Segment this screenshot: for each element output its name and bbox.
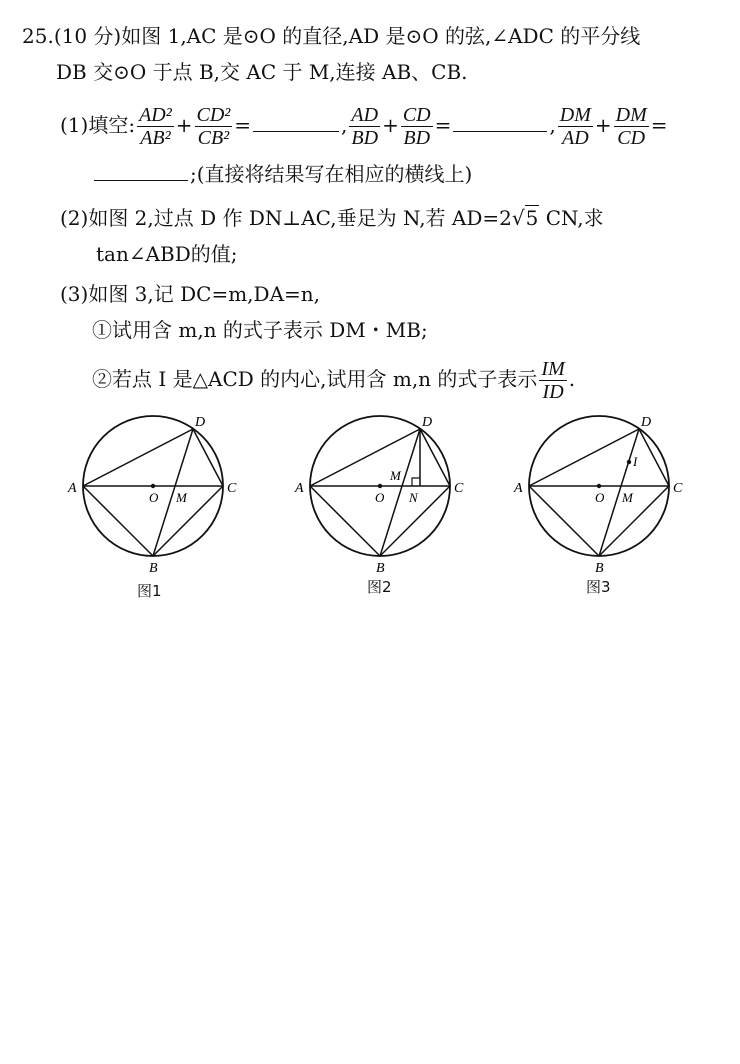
part2-text-a: (2)如图 2,过点 D 作 DN⊥AC,垂足为 N,若 AD=2 [60, 206, 512, 230]
figure-3 [506, 410, 706, 580]
center-point [378, 484, 382, 488]
label-d: D [641, 415, 652, 430]
part3-line-1: (3)如图 3,记 DC=m,DA=n, [60, 282, 321, 306]
part1-line [60, 104, 668, 149]
segment-dc [193, 429, 223, 486]
equals-sign: = [434, 113, 452, 137]
frac-numerator: AD² [139, 104, 172, 126]
label-a: A [514, 481, 523, 496]
frac-numerator: DM [615, 104, 647, 126]
part2-text-b: CN,求 [545, 206, 604, 230]
label-b: B [149, 561, 158, 576]
figure-1-caption: 图1 [137, 582, 162, 600]
answer-blank-3[interactable] [94, 162, 188, 181]
part1-label: (1)填空: [60, 113, 136, 137]
frac-denominator: CD [617, 127, 646, 149]
answer-blank-2[interactable] [453, 113, 547, 132]
label-c: C [454, 481, 464, 496]
plus-sign: + [382, 113, 399, 137]
segment-ad [529, 429, 639, 486]
part3-sub-1: ①试用含 m,n 的式子表示 DM・MB; [92, 318, 428, 342]
frac-numerator: DM [559, 104, 591, 126]
segment-dc [639, 429, 669, 486]
frac-denominator: CB² [197, 127, 230, 149]
segment-ad [310, 429, 420, 486]
label-b: B [376, 561, 385, 576]
segment-ab [529, 486, 599, 556]
figure-1 [60, 410, 260, 580]
sqrt-symbol: √5 [511, 206, 539, 230]
plus-sign: + [594, 113, 612, 137]
part1-line-2 [92, 160, 472, 188]
answer-blank-1[interactable] [253, 113, 339, 132]
figure-3-caption: 图3 [586, 578, 611, 596]
frac-numerator: IM [541, 358, 565, 380]
part1-fraction-4 [401, 104, 433, 149]
label-d: D [422, 415, 433, 430]
stem-text-1: 如图 1,AC 是⊙O 的直径,AD 是⊙O 的弦,∠ADC 的平分线 [121, 24, 641, 48]
problem-number: 25. [22, 24, 54, 48]
label-o: O [595, 490, 605, 505]
frac-numerator: CD [402, 104, 431, 126]
problem-stem-line-1 [22, 22, 640, 50]
label-n: N [409, 490, 418, 505]
part1-fraction-6 [614, 104, 649, 149]
part2-line-2: tan∠ABD的值; [96, 242, 238, 266]
segment-dc [420, 429, 450, 486]
right-angle-mark [412, 478, 420, 486]
label-o: O [149, 490, 159, 505]
label-m: M [622, 490, 633, 505]
incenter-point [627, 460, 631, 464]
frac-denominator: AB² [140, 127, 171, 149]
segment-ab [83, 486, 153, 556]
label-b: B [595, 561, 604, 576]
frac-denominator: BD [351, 127, 379, 149]
frac-denominator: AD [561, 127, 589, 149]
part1-fraction-3 [349, 104, 380, 149]
label-o: O [375, 490, 385, 505]
part1-fraction-5 [558, 104, 593, 149]
part3-sub2-text: ②若点 I 是△ACD 的内心,试用含 m,n 的式子表示 [92, 367, 538, 391]
part1-fraction-2 [195, 104, 233, 149]
label-c: C [673, 481, 683, 496]
equals-sign: = [650, 113, 668, 137]
center-point [597, 484, 601, 488]
figure-2-caption: 图2 [367, 578, 392, 596]
equals-sign: = [234, 113, 252, 137]
label-c: C [227, 481, 237, 496]
label-d: D [195, 415, 206, 430]
label-i: I [633, 454, 638, 469]
part2-line-1 [60, 204, 604, 232]
frac-numerator: CD² [196, 104, 231, 126]
label-m: M [176, 490, 187, 505]
frac-denominator: ID [542, 381, 564, 403]
center-point [151, 484, 155, 488]
frac-denominator: BD [403, 127, 431, 149]
frac-numerator: AD [351, 104, 379, 126]
problem-score: (10 分) [53, 24, 122, 48]
part3-fraction [539, 358, 566, 403]
comma: , [341, 113, 348, 137]
part1-fraction-1 [137, 104, 174, 149]
part1-tail: ;(直接将结果写在相应的横线上) [190, 162, 473, 186]
period: . [568, 367, 576, 391]
sqrt-radicand: 5 [525, 206, 539, 230]
label-m: M [390, 468, 401, 483]
label-a: A [295, 481, 304, 496]
segment-ab [310, 486, 380, 556]
part3-sub-2 [92, 358, 575, 403]
segment-ad [83, 429, 193, 486]
figure-2 [290, 410, 490, 580]
label-a: A [68, 481, 77, 496]
plus-sign: + [175, 113, 193, 137]
comma: , [549, 113, 556, 137]
problem-stem-line-2: DB 交⊙O 于点 B,交 AC 于 M,连接 AB、CB. [56, 60, 468, 84]
